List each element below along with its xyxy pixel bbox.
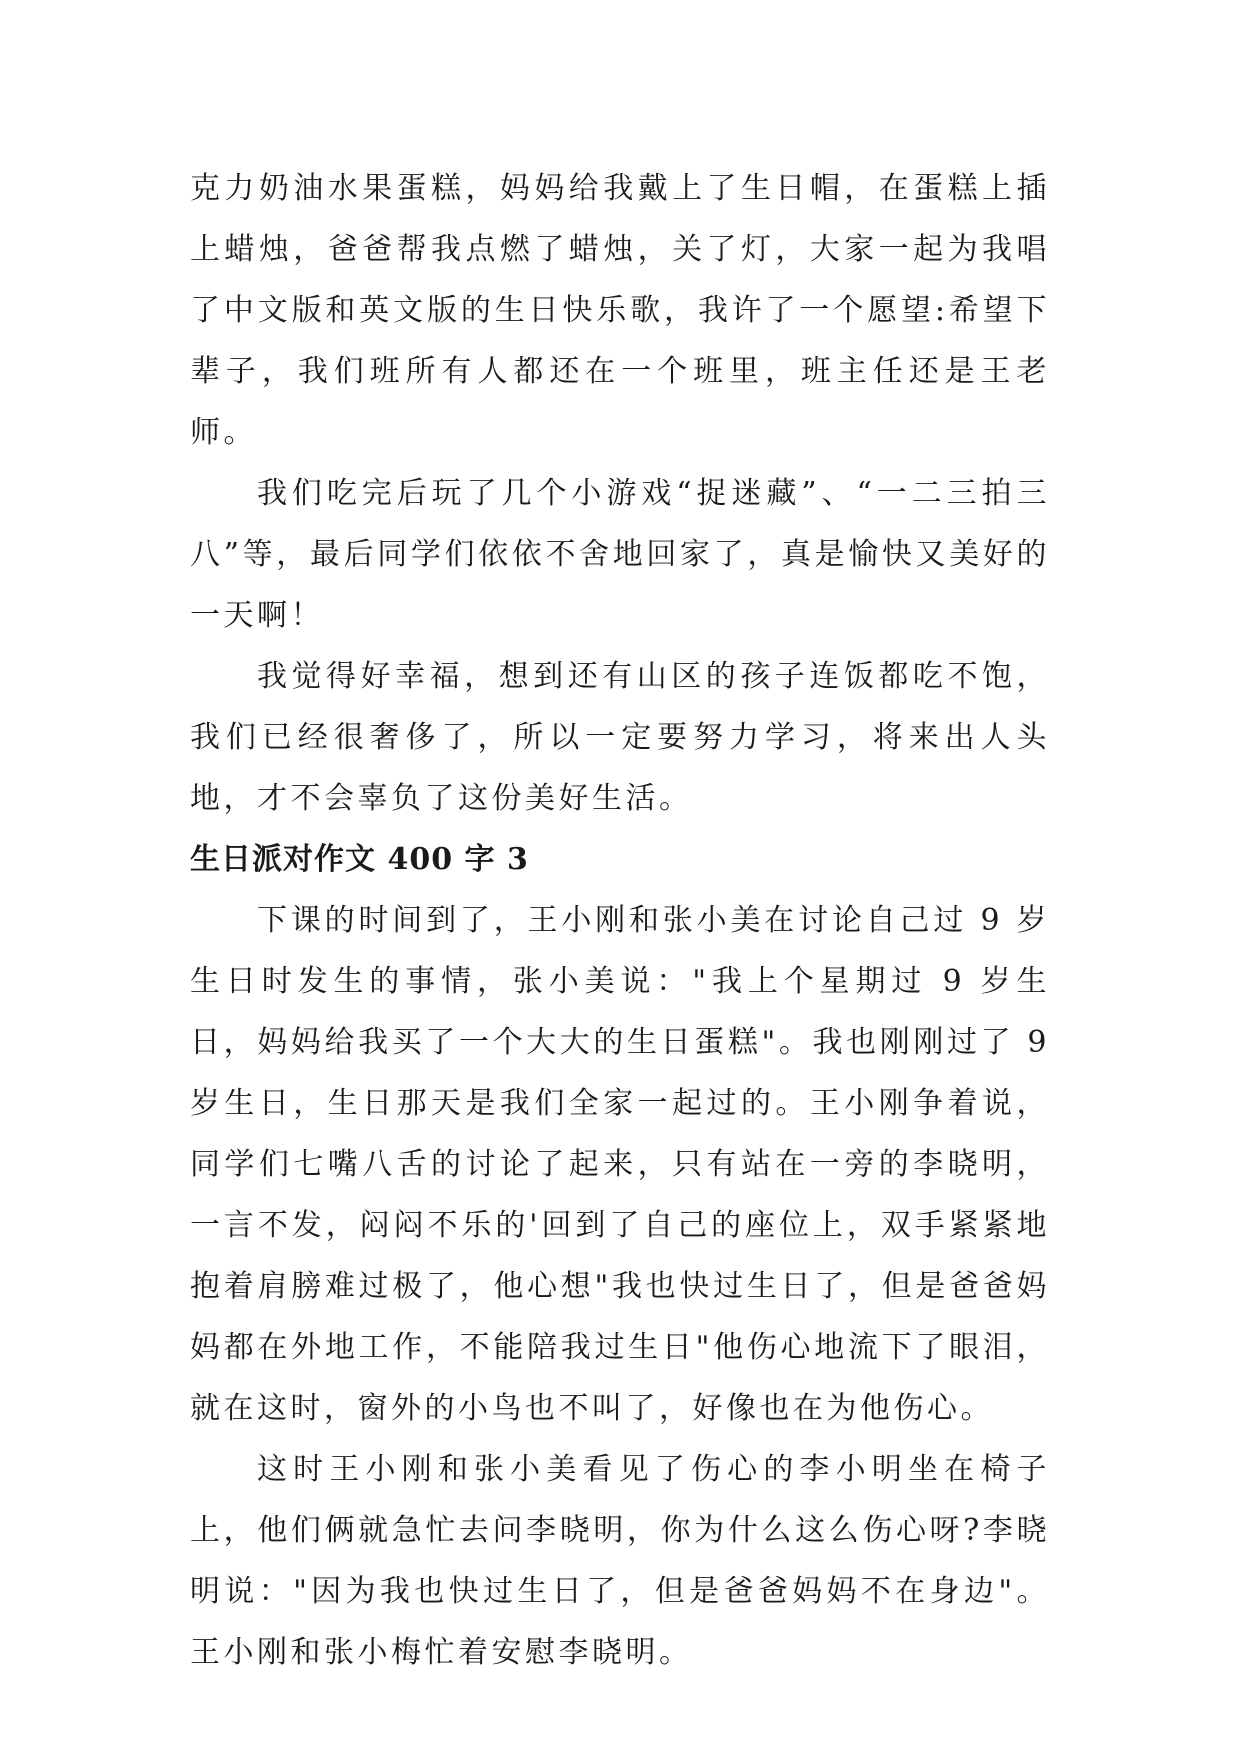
- paragraph-reflection: 我觉得好幸福，想到还有山区的孩子连饭都吃不饱，我们已经很奢侈了，所以一定要努力学习，将来出人头地，才不会辜负了这份美好生活。: [190, 659, 1050, 816]
- paragraph-cake-ceremony: 克力奶油水果蛋糕，妈妈给我戴上了生日帽，在蛋糕上插上蜡烛，爸爸帮我点燃了蜡烛，关了灯，大家一起为我唱了中文版和英文版的生日快乐歌，我许了一个愿望:希望下辈子，我们班所有人都还在一个班里，班主任还是王老师。: [190, 171, 1050, 450]
- paragraph-comfort: 这时王小刚和张小美看见了伤心的李小明坐在椅子上，他们俩就急忙去问李晓明，你为什么这么伤心呀?李晓明说："因为我也快过生日了，但是爸爸妈妈不在身边"。王小刚和张小梅忙着安慰李晓明。: [190, 1452, 1050, 1670]
- document-body: [190, 158, 1050, 1683]
- paragraph-classroom-discussion: 下课的时间到了，王小刚和张小美在讨论自己过 9 岁生日时发生的事情，张小美说："我上个星期过 9 岁生日，妈妈给我买了一个大大的生日蛋糕"。我也刚刚过了 9 岁生日，生日那天是我们全家一起过的。王小刚争着说，同学们七嘴八舌的讨论了起来，只有站在一旁的李晓明，一言不发，闷闷不乐的'回到了自己的座位上，双手紧紧地抱着肩膀难过极了，他心想"我也快过生日了，但是爸爸妈妈都在外地工作，不能陪我过生日"他伤心地流下了眼泪，就在这时，窗外的小鸟也不叫了，好像也在为他伤心。: [190, 903, 1050, 1426]
- section-title: 生日派对作文 400 字 3: [190, 842, 529, 877]
- paragraph-games: 我们吃完后玩了几个小游戏“捉迷藏”、“一二三拍三八”等，最后同学们依依不舍地回家了，真是愉快又美好的一天啊！: [190, 476, 1050, 633]
